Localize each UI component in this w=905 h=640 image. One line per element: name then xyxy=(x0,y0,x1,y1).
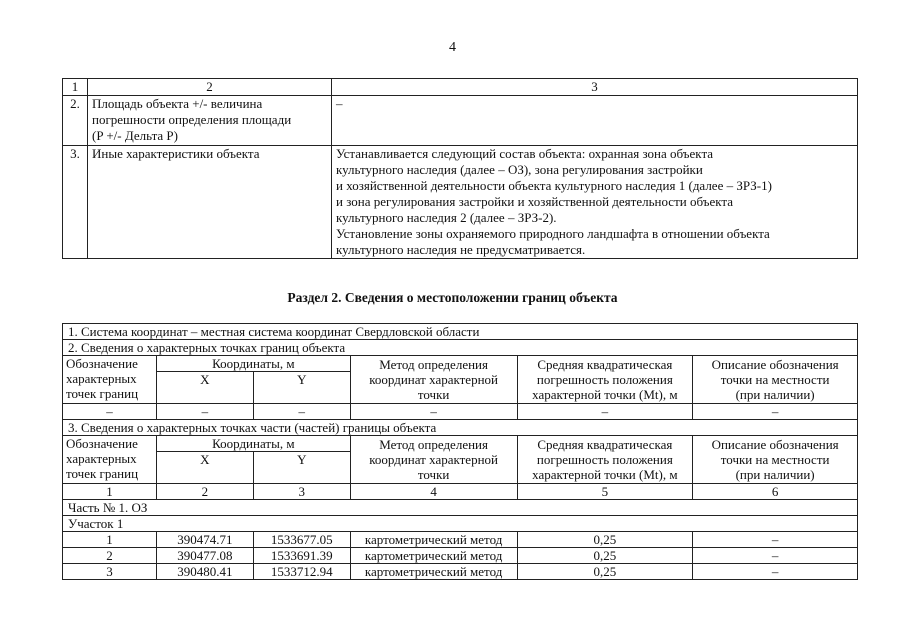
row-name xyxy=(88,146,332,259)
column-number: 6 xyxy=(693,484,858,500)
point-error: 0,25 xyxy=(517,548,693,564)
row-value xyxy=(332,146,858,259)
text-line: Площадь объекта +/- величина xyxy=(92,96,263,111)
text-line: Метод определения xyxy=(379,437,488,452)
text-line: (при наличии) xyxy=(735,387,815,402)
table-row xyxy=(63,420,858,436)
point-error: 0,25 xyxy=(517,532,693,548)
description-header xyxy=(693,436,858,484)
text-line: точки xyxy=(417,387,450,402)
text-line: Устанавливается следующий состав объекта: охранная зона объекта xyxy=(336,146,714,161)
table-cell: – xyxy=(693,404,858,420)
row-value xyxy=(332,96,858,146)
error-header xyxy=(517,356,693,404)
x-header: X xyxy=(156,372,253,404)
table-cell: – xyxy=(156,404,253,420)
text-line: точки xyxy=(417,467,450,482)
description-header xyxy=(693,356,858,404)
coordinate-system-row: 1. Система координат – местная система координат Свердловской области xyxy=(63,324,858,340)
text-line: культурного наследия (далее – ОЗ), зона регулирования застройки xyxy=(336,162,703,177)
text-line: культурного наследия не предусматривается. xyxy=(336,242,586,257)
coordinates-header: Координаты, м xyxy=(156,356,350,372)
text-line: (при наличии) xyxy=(735,467,815,482)
text-line: характерной точки (Mt), м xyxy=(532,387,678,402)
table-cell: – xyxy=(253,404,350,420)
coordinates-header: Координаты, м xyxy=(156,436,350,452)
point-x: 390480.41 xyxy=(156,564,253,580)
point-y: 1533712.94 xyxy=(253,564,350,580)
plot-label: Участок 1 xyxy=(63,516,858,532)
table-cell: – xyxy=(517,404,693,420)
column-number: 2 xyxy=(156,484,253,500)
text-line: Иные характеристики объекта xyxy=(92,146,260,161)
text-line: Описание обозначения xyxy=(711,437,839,452)
table-header-row xyxy=(63,79,858,96)
text-line: точек границ xyxy=(66,466,139,481)
column-numbers-row xyxy=(63,484,858,500)
column-number: 4 xyxy=(350,484,517,500)
header-cell: 2 xyxy=(88,79,332,96)
text-line: точек границ xyxy=(66,386,139,401)
point-row xyxy=(63,532,858,548)
table-cell: – xyxy=(350,404,517,420)
y-header: Y xyxy=(253,372,350,404)
method-header xyxy=(350,436,517,484)
table-header-row xyxy=(63,356,858,372)
points-section-row: 2. Сведения о характерных точках границ объекта xyxy=(63,340,858,356)
point-row xyxy=(63,548,858,564)
table-row xyxy=(63,96,858,146)
table-cell: – xyxy=(63,404,157,420)
point-method: картометрический метод xyxy=(350,564,517,580)
text-line: Метод определения xyxy=(379,357,488,372)
table-row xyxy=(63,516,858,532)
point-y: 1533677.05 xyxy=(253,532,350,548)
text-line: (P +/- Дельта P) xyxy=(92,128,178,143)
page-number: 4 xyxy=(449,40,456,55)
header-cell: 3 xyxy=(332,79,858,96)
text-line: координат характерной xyxy=(369,452,498,467)
text-line: характерных xyxy=(66,371,137,386)
header-cell: 1 xyxy=(63,79,88,96)
point-number: 1 xyxy=(63,532,157,548)
table-row xyxy=(63,146,858,259)
text-line: и хозяйственной деятельности объекта культурного наследия 1 (далее – ЗРЗ-1) xyxy=(336,178,772,193)
text-line: Описание обозначения xyxy=(711,357,839,372)
point-description: – xyxy=(693,532,858,548)
text-line: погрешности определения площади xyxy=(92,112,292,127)
text-line: характерных xyxy=(66,451,137,466)
point-method: картометрический метод xyxy=(350,532,517,548)
text-line: погрешность положения xyxy=(536,452,673,467)
point-description: – xyxy=(693,564,858,580)
section-title: Раздел 2. Сведения о местоположении границ объекта xyxy=(287,290,618,305)
table-header-row xyxy=(63,436,858,452)
point-row xyxy=(63,564,858,580)
object-characteristics-table xyxy=(62,78,858,259)
text-line: Обозначение xyxy=(66,436,138,451)
text-line: Установление зоны охраняемого природного ландшафта в отношении объекта xyxy=(336,226,770,241)
point-method: картометрический метод xyxy=(350,548,517,564)
text-line: Средняя квадратическая xyxy=(537,357,673,372)
text-line: культурного наследия 2 (далее – ЗРЗ-2). xyxy=(336,210,557,225)
part-label: Часть № 1. ОЗ xyxy=(63,500,858,516)
column-number: 3 xyxy=(253,484,350,500)
column-number: 1 xyxy=(63,484,157,500)
text-line: точки на местности xyxy=(720,372,830,387)
point-error: 0,25 xyxy=(517,564,693,580)
point-y: 1533691.39 xyxy=(253,548,350,564)
x-header: X xyxy=(156,452,253,484)
text-line: координат характерной xyxy=(369,372,498,387)
point-number: 3 xyxy=(63,564,157,580)
table-row xyxy=(63,324,858,340)
designation-header xyxy=(63,356,157,404)
text-line: Средняя квадратическая xyxy=(537,437,673,452)
empty-data-row xyxy=(63,404,858,420)
point-number: 2 xyxy=(63,548,157,564)
text-line: точки на местности xyxy=(720,452,830,467)
boundary-points-table xyxy=(62,323,858,580)
text-line: – xyxy=(336,96,343,111)
text-line: характерной точки (Mt), м xyxy=(532,467,678,482)
row-number: 3. xyxy=(63,146,88,259)
designation-header xyxy=(63,436,157,484)
text-line: и зона регулирования застройки и хозяйственной деятельности объекта xyxy=(336,194,733,209)
row-number: 2. xyxy=(63,96,88,146)
table-row xyxy=(63,500,858,516)
text-line: погрешность положения xyxy=(536,372,673,387)
part-points-section-row: 3. Сведения о характерных точках части (частей) границы объекта xyxy=(63,420,858,436)
point-x: 390477.08 xyxy=(156,548,253,564)
table-row xyxy=(63,340,858,356)
text-line: Обозначение xyxy=(66,356,138,371)
column-number: 5 xyxy=(517,484,693,500)
error-header xyxy=(517,436,693,484)
point-description: – xyxy=(693,548,858,564)
method-header xyxy=(350,356,517,404)
point-x: 390474.71 xyxy=(156,532,253,548)
row-name xyxy=(88,96,332,146)
y-header: Y xyxy=(253,452,350,484)
